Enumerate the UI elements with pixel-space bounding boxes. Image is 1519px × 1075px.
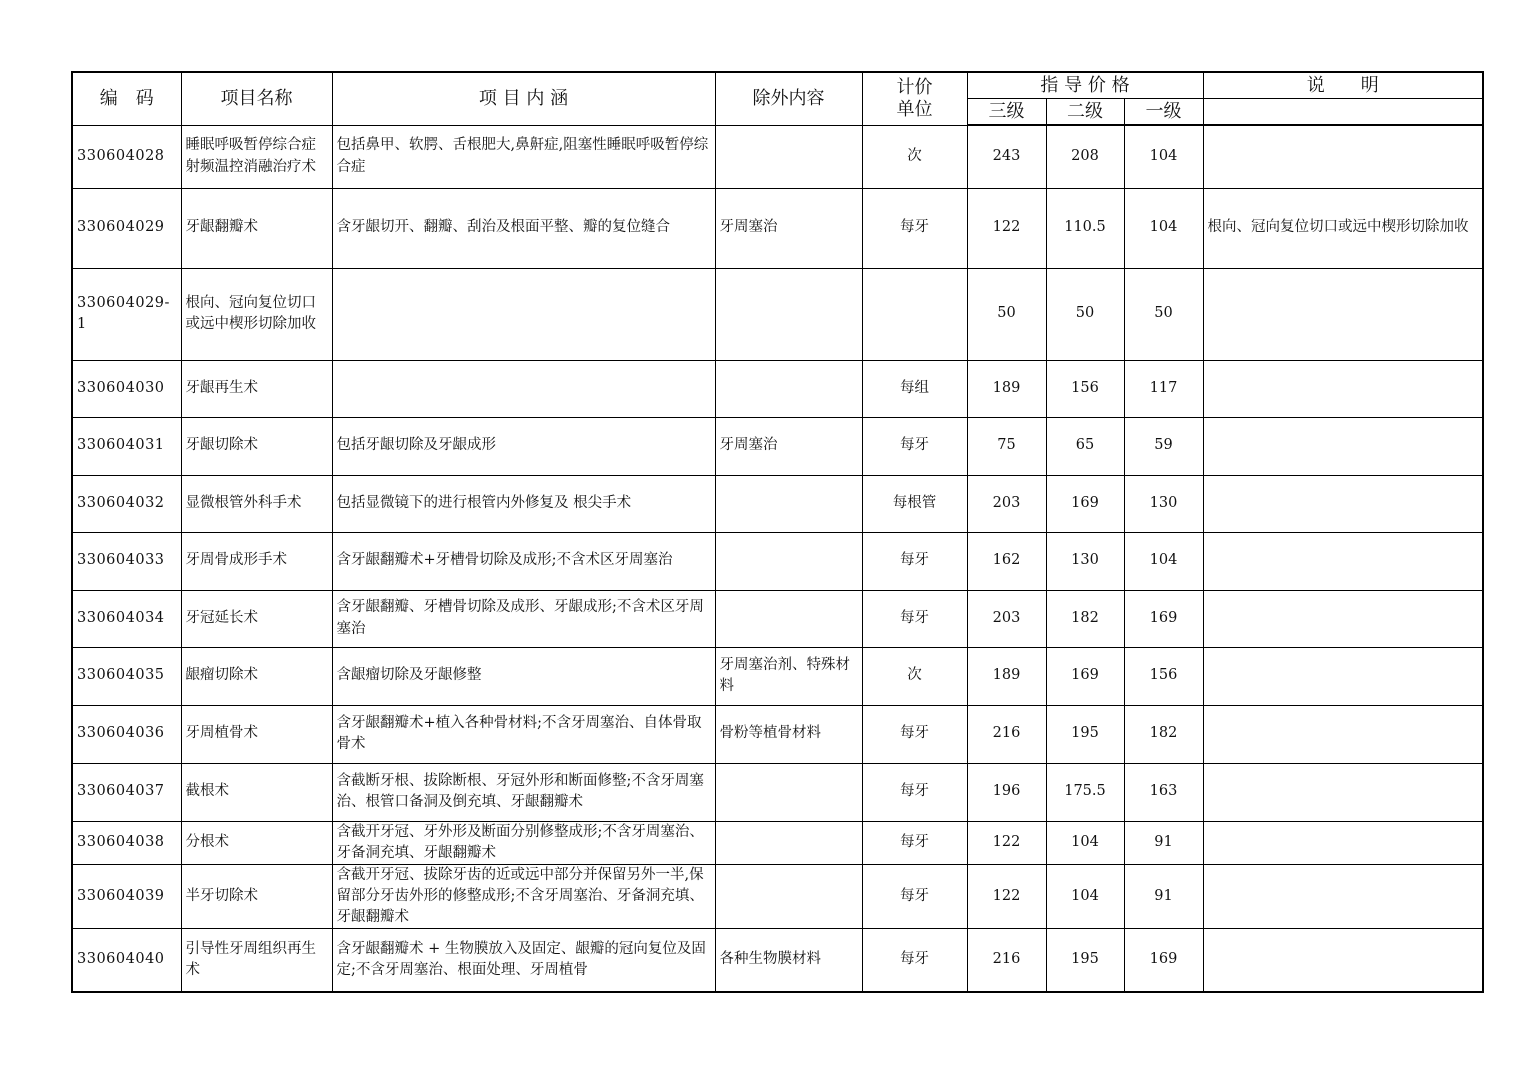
cell-name: 牙龈切除术 bbox=[181, 417, 332, 475]
cell-price-level3: 75 bbox=[967, 417, 1046, 475]
cell-name: 牙龈翻瓣术 bbox=[181, 188, 332, 268]
cell-content: 含牙龈切开、翻瓣、刮治及根面平整、瓣的复位缝合 bbox=[332, 188, 715, 268]
cell-note bbox=[1203, 475, 1483, 532]
cell-code: 330604038 bbox=[72, 821, 181, 864]
table-row bbox=[72, 532, 1483, 590]
cell-price-level2: 208 bbox=[1046, 125, 1124, 188]
header-price-group: 指 导 价 格 bbox=[967, 72, 1203, 99]
table-row bbox=[72, 763, 1483, 821]
header-level1: 一级 bbox=[1124, 99, 1203, 126]
cell-note bbox=[1203, 417, 1483, 475]
cell-price-level3: 216 bbox=[967, 928, 1046, 992]
cell-price-level3: 189 bbox=[967, 647, 1046, 705]
cell-price-level1: 59 bbox=[1124, 417, 1203, 475]
cell-note bbox=[1203, 590, 1483, 647]
header-excluded: 除外内容 bbox=[715, 72, 862, 125]
cell-note bbox=[1203, 360, 1483, 417]
cell-note bbox=[1203, 532, 1483, 590]
cell-unit: 次 bbox=[862, 647, 967, 705]
cell-content: 包括显微镜下的进行根管内外修复及 根尖手术 bbox=[332, 475, 715, 532]
cell-unit: 每牙 bbox=[862, 532, 967, 590]
cell-note bbox=[1203, 647, 1483, 705]
cell-content bbox=[332, 360, 715, 417]
cell-content: 含龈瘤切除及牙龈修整 bbox=[332, 647, 715, 705]
table-row bbox=[72, 864, 1483, 928]
cell-unit: 每牙 bbox=[862, 590, 967, 647]
table-row bbox=[72, 590, 1483, 647]
cell-excluded: 各种生物膜材料 bbox=[715, 928, 862, 992]
header-level2: 二级 bbox=[1046, 99, 1124, 126]
cell-content: 包括鼻甲、软腭、舌根肥大,鼻鼾症,阻塞性睡眠呼吸暂停综合症 bbox=[332, 125, 715, 188]
price-table bbox=[71, 71, 1484, 993]
cell-note bbox=[1203, 821, 1483, 864]
cell-name: 牙周骨成形手术 bbox=[181, 532, 332, 590]
cell-code: 330604030 bbox=[72, 360, 181, 417]
cell-note bbox=[1203, 268, 1483, 360]
cell-price-level3: 189 bbox=[967, 360, 1046, 417]
cell-unit: 每牙 bbox=[862, 417, 967, 475]
cell-price-level2: 130 bbox=[1046, 532, 1124, 590]
cell-unit: 每牙 bbox=[862, 763, 967, 821]
cell-name: 截根术 bbox=[181, 763, 332, 821]
cell-price-level2: 195 bbox=[1046, 928, 1124, 992]
cell-price-level2: 65 bbox=[1046, 417, 1124, 475]
cell-excluded bbox=[715, 125, 862, 188]
cell-price-level1: 91 bbox=[1124, 821, 1203, 864]
cell-excluded: 牙周塞治 bbox=[715, 188, 862, 268]
cell-price-level2: 156 bbox=[1046, 360, 1124, 417]
cell-code: 330604034 bbox=[72, 590, 181, 647]
cell-unit: 每根管 bbox=[862, 475, 967, 532]
cell-price-level1: 169 bbox=[1124, 928, 1203, 992]
cell-name: 显微根管外科手术 bbox=[181, 475, 332, 532]
cell-price-level1: 169 bbox=[1124, 590, 1203, 647]
cell-price-level2: 175.5 bbox=[1046, 763, 1124, 821]
cell-code: 330604035 bbox=[72, 647, 181, 705]
header-unit: 计价 单位 bbox=[862, 72, 967, 125]
cell-price-level1: 91 bbox=[1124, 864, 1203, 928]
cell-excluded bbox=[715, 864, 862, 928]
cell-name: 牙冠延长术 bbox=[181, 590, 332, 647]
table-row bbox=[72, 417, 1483, 475]
cell-content: 含牙龈翻瓣术 + 生物膜放入及固定、龈瓣的冠向复位及固定;不含牙周塞治、根面处理、牙周植骨 bbox=[332, 928, 715, 992]
cell-content: 含牙龈翻瓣术+植入各种骨材料;不含牙周塞治、自体骨取骨术 bbox=[332, 705, 715, 763]
cell-unit: 每组 bbox=[862, 360, 967, 417]
cell-price-level3: 122 bbox=[967, 864, 1046, 928]
table-row bbox=[72, 821, 1483, 864]
cell-note bbox=[1203, 928, 1483, 992]
table-body bbox=[72, 125, 1483, 992]
table-row bbox=[72, 647, 1483, 705]
header-note: 说 明 bbox=[1203, 72, 1483, 99]
cell-price-level2: 169 bbox=[1046, 647, 1124, 705]
cell-excluded bbox=[715, 360, 862, 417]
cell-price-level2: 169 bbox=[1046, 475, 1124, 532]
cell-excluded bbox=[715, 590, 862, 647]
cell-note bbox=[1203, 763, 1483, 821]
cell-price-level3: 216 bbox=[967, 705, 1046, 763]
cell-name: 牙龈再生术 bbox=[181, 360, 332, 417]
cell-code: 330604040 bbox=[72, 928, 181, 992]
cell-price-level3: 203 bbox=[967, 590, 1046, 647]
cell-content: 含截开牙冠、拔除牙齿的近或远中部分并保留另外一半,保留部分牙齿外形的修整成形;不含牙周塞治、牙备洞充填、牙龈翻瓣术 bbox=[332, 864, 715, 928]
cell-content: 含截开牙冠、牙外形及断面分别修整成形;不含牙周塞治、牙备洞充填、牙龈翻瓣术 bbox=[332, 821, 715, 864]
cell-price-level1: 156 bbox=[1124, 647, 1203, 705]
cell-unit bbox=[862, 268, 967, 360]
cell-price-level1: 130 bbox=[1124, 475, 1203, 532]
cell-code: 330604036 bbox=[72, 705, 181, 763]
cell-excluded: 牙周塞治剂、特殊材料 bbox=[715, 647, 862, 705]
cell-price-level1: 182 bbox=[1124, 705, 1203, 763]
cell-unit: 每牙 bbox=[862, 821, 967, 864]
cell-excluded bbox=[715, 821, 862, 864]
cell-price-level3: 50 bbox=[967, 268, 1046, 360]
header-level3: 三级 bbox=[967, 99, 1046, 126]
cell-content bbox=[332, 268, 715, 360]
cell-name: 分根术 bbox=[181, 821, 332, 864]
cell-price-level3: 196 bbox=[967, 763, 1046, 821]
cell-unit: 每牙 bbox=[862, 188, 967, 268]
cell-note: 根向、冠向复位切口或远中楔形切除加收 bbox=[1203, 188, 1483, 268]
header-name: 项目名称 bbox=[181, 72, 332, 125]
cell-name: 龈瘤切除术 bbox=[181, 647, 332, 705]
cell-excluded bbox=[715, 532, 862, 590]
cell-code: 330604037 bbox=[72, 763, 181, 821]
cell-price-level2: 195 bbox=[1046, 705, 1124, 763]
cell-name: 睡眠呼吸暂停综合症射频温控消融治疗术 bbox=[181, 125, 332, 188]
table-row bbox=[72, 928, 1483, 992]
cell-excluded: 骨粉等植骨材料 bbox=[715, 705, 862, 763]
table-row bbox=[72, 475, 1483, 532]
cell-name: 根向、冠向复位切口或远中楔形切除加收 bbox=[181, 268, 332, 360]
cell-code: 330604029 bbox=[72, 188, 181, 268]
table-row bbox=[72, 705, 1483, 763]
cell-price-level2: 110.5 bbox=[1046, 188, 1124, 268]
cell-content: 含牙龈翻瓣术+牙槽骨切除及成形;不含术区牙周塞治 bbox=[332, 532, 715, 590]
cell-note bbox=[1203, 864, 1483, 928]
cell-unit: 每牙 bbox=[862, 864, 967, 928]
cell-code: 330604029-1 bbox=[72, 268, 181, 360]
cell-price-level3: 122 bbox=[967, 821, 1046, 864]
cell-note bbox=[1203, 705, 1483, 763]
cell-name: 牙周植骨术 bbox=[181, 705, 332, 763]
cell-price-level3: 162 bbox=[967, 532, 1046, 590]
cell-price-level2: 50 bbox=[1046, 268, 1124, 360]
cell-code: 330604028 bbox=[72, 125, 181, 188]
cell-content: 含截断牙根、拔除断根、牙冠外形和断面修整;不含牙周塞治、根管口备洞及倒充填、牙龈翻瓣术 bbox=[332, 763, 715, 821]
cell-price-level1: 104 bbox=[1124, 188, 1203, 268]
header-note-blank bbox=[1203, 99, 1483, 126]
cell-excluded: 牙周塞治 bbox=[715, 417, 862, 475]
header-content: 项 目 内 涵 bbox=[332, 72, 715, 125]
cell-name: 半牙切除术 bbox=[181, 864, 332, 928]
cell-price-level3: 243 bbox=[967, 125, 1046, 188]
cell-price-level2: 104 bbox=[1046, 864, 1124, 928]
cell-code: 330604031 bbox=[72, 417, 181, 475]
table-row bbox=[72, 268, 1483, 360]
table-row bbox=[72, 188, 1483, 268]
cell-price-level3: 122 bbox=[967, 188, 1046, 268]
cell-note bbox=[1203, 125, 1483, 188]
cell-code: 330604033 bbox=[72, 532, 181, 590]
cell-excluded bbox=[715, 763, 862, 821]
cell-price-level1: 117 bbox=[1124, 360, 1203, 417]
table-row bbox=[72, 125, 1483, 188]
cell-excluded bbox=[715, 268, 862, 360]
cell-price-level2: 104 bbox=[1046, 821, 1124, 864]
table-row bbox=[72, 360, 1483, 417]
cell-content: 包括牙龈切除及牙龈成形 bbox=[332, 417, 715, 475]
cell-price-level1: 50 bbox=[1124, 268, 1203, 360]
cell-price-level1: 104 bbox=[1124, 125, 1203, 188]
cell-unit: 每牙 bbox=[862, 928, 967, 992]
cell-price-level3: 203 bbox=[967, 475, 1046, 532]
cell-content: 含牙龈翻瓣、牙槽骨切除及成形、牙龈成形;不含术区牙周塞治 bbox=[332, 590, 715, 647]
cell-price-level1: 104 bbox=[1124, 532, 1203, 590]
cell-price-level1: 163 bbox=[1124, 763, 1203, 821]
cell-unit: 每牙 bbox=[862, 705, 967, 763]
header-code: 编 码 bbox=[72, 72, 181, 125]
cell-excluded bbox=[715, 475, 862, 532]
cell-code: 330604039 bbox=[72, 864, 181, 928]
cell-name: 引导性牙周组织再生术 bbox=[181, 928, 332, 992]
cell-code: 330604032 bbox=[72, 475, 181, 532]
cell-price-level2: 182 bbox=[1046, 590, 1124, 647]
cell-unit: 次 bbox=[862, 125, 967, 188]
